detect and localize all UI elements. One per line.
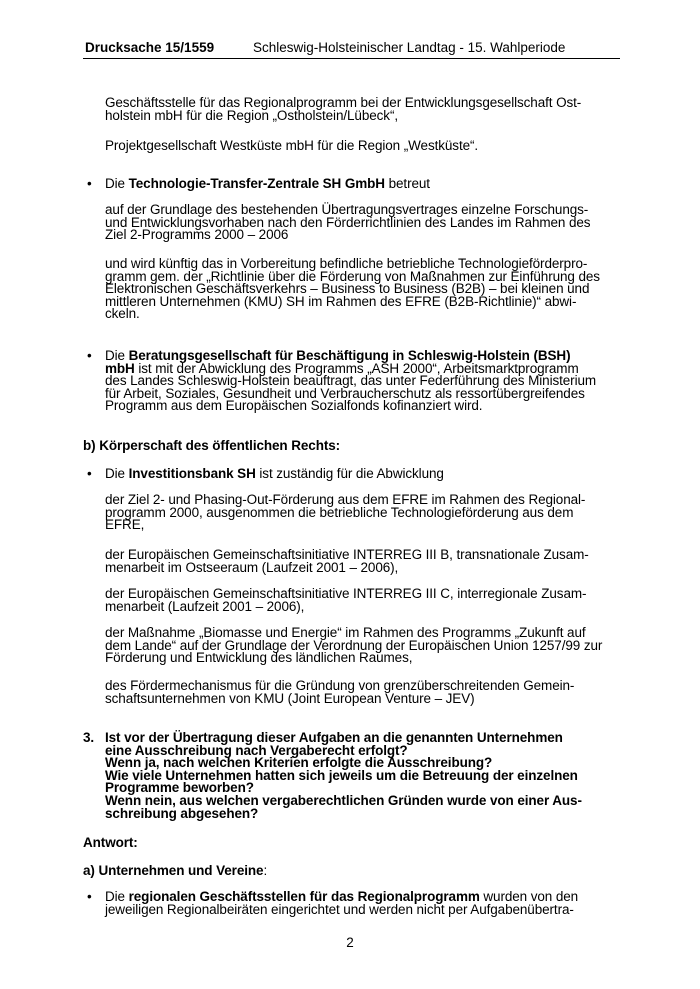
bullet-regionale-geschaeftsstellen: • Die regionalen Geschäftsstellen für das Regionalprogramm wurden von den jeweiligen Regionalbeiräten eingerichtet und werden nicht per Aufgabenübertra-	[87, 889, 579, 917]
paragraph-geschaeftsstelle: Geschäftsstelle für das Regionalprogramm bei der Entwicklungsgesellschaft Ost- holstein mbH für die Region „Ostholstein/Lübeck“,	[105, 95, 582, 123]
paragraph-jev: des Fördermechanismus für die Gründung von grenzüberschreitenden Gemein- schaftsunternehmen von KMU (Joint European Venture – JEV)	[105, 678, 575, 706]
paragraph-biomasse: der Maßnahme „Biomasse und Energie“ im Rahmen des Programms „Zukunft auf dem Lande“ auf der Grundlage der Verordnung der Europäischen Union 1257/99 zur Förderung und Entwicklung des ländlichen Raumes,	[105, 625, 603, 666]
heading-koerperschaft: b) Körperschaft des öffentlichen Rechts:	[83, 438, 341, 453]
bullet-icon: •	[87, 466, 92, 481]
heading-unternehmen: a) Unternehmen und Vereine:	[83, 863, 268, 878]
answer-label: Antwort:	[83, 835, 138, 850]
question-3: 3. Ist vor der Übertragung dieser Aufgaben an die genannten Unternehmen eine Ausschreibung nach Vergaberecht erfolgt? Wenn ja, nach welchen Kriterien erfolgte die Ausschreibung? Wie viele Unternehmen hatten sich jeweils um die Betreuung der einzelnen Programme beworben? Wenn nein, aus welchen vergaberechtlichen Gründen wurde von einer Aus- schreibung abgesehen?	[83, 730, 582, 821]
paragraph-projektgesellschaft: Projektgesellschaft Westküste mbH für die Region „Westküste“.	[105, 138, 479, 153]
page-header	[83, 38, 620, 59]
paragraph-ziel2: der Ziel 2- und Phasing-Out-Förderung aus dem EFRE im Rahmen des Regional- programm 2000, ausgenommen die betriebliche Technologieförderung aus dem EFRE,	[105, 492, 586, 533]
bullet-icon: •	[87, 889, 92, 904]
bullet-ttz: • Die Technologie-Transfer-Zentrale SH GmbH betreut	[87, 176, 430, 191]
paragraph-interreg-iiic: der Europäischen Gemeinschaftsinitiative INTERREG III C, interregionale Zusam- menarbeit (Laufzeit 2001 – 2006),	[105, 586, 587, 614]
page-number: 2	[346, 935, 354, 950]
bullet-investitionsbank: • Die Investitionsbank SH ist zuständig für die Abwicklung	[87, 466, 444, 481]
parliament-title: Schleswig-Holsteinischer Landtag - 15. Wahlperiode	[253, 40, 566, 55]
bullet-icon: •	[87, 348, 92, 363]
bullet-bsh: • Die Beratungsgesellschaft für Beschäftigung in Schleswig-Holstein (BSH) mbH ist mit der Abwicklung des Programms „ASH 2000“, Arbeitsmarktprogramm des Landes Schleswig-Holstein beauftragt, das unter Federführung des Ministerium für Arbeit, Soziales, Gesundheit und Verbraucherschutz als ressortübergreifendes Programm aus dem Europäischen Sozialfonds kofinanziert wird.	[87, 348, 597, 414]
paragraph-technologiefoerderprogramm: und wird künftig das in Vorbereitung befindliche betriebliche Technologieförderpro- gramm gem. der „Richtlinie über die Förderung von Maßnahmen zur Einführung des Elektronischen Geschäftsverkehrs – Business to Business (B2B) – bei kleinen und mittleren Unternehmen (KMU) SH im Rahmen des EFRE (B2B-Richtlinie)“ abwi- ckeln.	[105, 256, 600, 322]
paragraph-forschungsvorhaben: auf der Grundlage des bestehenden Übertragungsvertrages einzelne Forschungs- und Entwicklungsvorhaben nach den Förderrichtlinien des Landes im Rahmen des Ziel 2-Programms 2000 – 2006	[105, 202, 591, 243]
paragraph-interreg-iiib: der Europäischen Gemeinschaftsinitiative INTERREG III B, transnationale Zusam- menarbeit im Ostseeraum (Laufzeit 2001 – 2006),	[105, 547, 589, 575]
bullet-icon: •	[87, 176, 92, 191]
document-number: Drucksache 15/1559	[85, 40, 215, 55]
